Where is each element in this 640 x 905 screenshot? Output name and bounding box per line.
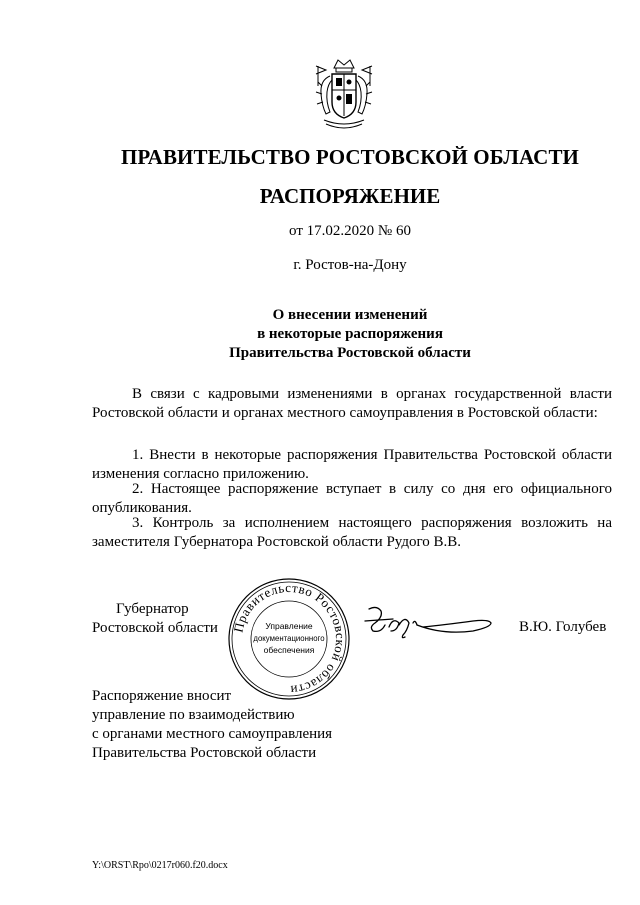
title-line: в некоторые распоряжения bbox=[257, 326, 443, 342]
note-line: Распоряжение вносит bbox=[92, 688, 232, 704]
stamp-center-text: Управление bbox=[265, 621, 313, 631]
preamble-paragraph: В связи с кадровыми изменениями в органах государственной власти Ростовской области и органах местного самоуправления в Ростовской области: bbox=[92, 386, 612, 421]
stamp-center-text: обеспечения bbox=[263, 645, 315, 655]
title-line: О внесении изменений bbox=[272, 307, 428, 323]
list-item: 1. Внести в некоторые распоряжения Правительства Ростовской области изменения согласно приложению. bbox=[92, 447, 612, 482]
document-type: РАСПОРЯЖЕНИЕ bbox=[259, 184, 441, 208]
signer-name: В.Ю. Голубев bbox=[519, 619, 607, 635]
organization-name: ПРАВИТЕЛЬСТВО РОСТОВСКОЙ ОБЛАСТИ bbox=[121, 145, 579, 169]
list-item: 3. Контроль за исполнением настоящего распоряжения возложить на заместителя Губернатора Ростовской области Рудого В.В. bbox=[92, 515, 612, 550]
list-item: 2. Настоящее распоряжение вступает в силу со дня его официального опубликования. bbox=[92, 481, 612, 516]
stamp-ring-text: Правительство Ростовской области bbox=[230, 579, 349, 699]
title-line: Правительства Ростовской области bbox=[229, 345, 471, 361]
coat-of-arms-icon bbox=[312, 56, 376, 132]
stamp-center-text: документационного bbox=[253, 634, 325, 643]
note-line: Правительства Ростовской области bbox=[92, 745, 317, 761]
note-line: с органами местного самоуправления bbox=[92, 726, 333, 742]
official-stamp bbox=[227, 577, 351, 701]
document-city: г. Ростов-на-Дону bbox=[293, 257, 407, 273]
submitter-note bbox=[92, 687, 332, 763]
signer-position bbox=[92, 600, 218, 638]
note-line: управление по взаимодействию bbox=[92, 707, 295, 723]
handwritten-signature bbox=[363, 601, 495, 643]
signer-position-line: Ростовской области bbox=[92, 620, 218, 636]
file-path-footer: Y:\ORST\Rpo\0217r060.f20.docx bbox=[92, 860, 228, 871]
document-date-number: от 17.02.2020 № 60 bbox=[289, 223, 411, 239]
signer-position-line: Губернатор bbox=[116, 601, 189, 617]
document-title bbox=[0, 306, 640, 363]
